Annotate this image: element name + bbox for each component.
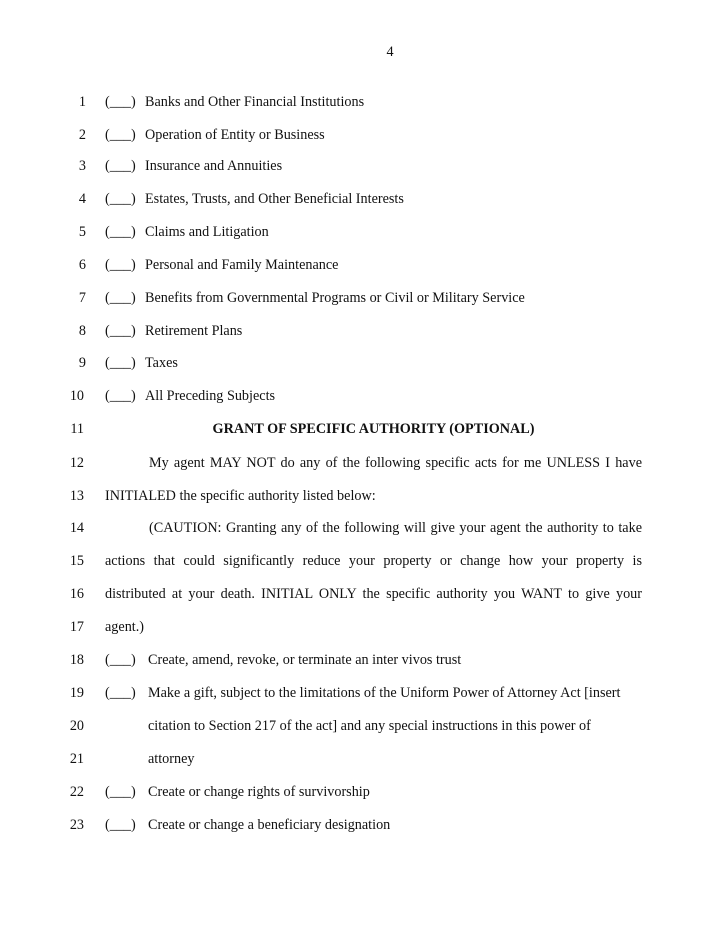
paragraph-text: distributed at your death. INITIAL ONLY the specific authority you WANT to give your (105, 586, 642, 602)
initial-blank: (___) (105, 817, 136, 833)
line-number: 18 (69, 652, 84, 668)
subject-label: Banks and Other Financial Institutions (145, 94, 365, 110)
subject-label: Taxes (145, 355, 178, 371)
line-number: 7 (78, 290, 86, 306)
list-item (0, 815, 728, 835)
line-number: 4 (78, 191, 86, 207)
subject-label: Insurance and Annuities (145, 158, 283, 174)
initial-blank: (___) (105, 257, 136, 273)
paragraph-text: agent.) (105, 619, 144, 635)
initial-blank: (___) (105, 323, 136, 339)
line-number: 20 (69, 718, 84, 734)
line-number: 17 (69, 619, 84, 635)
list-item (0, 222, 728, 242)
list-item (0, 782, 728, 802)
line-number: 3 (78, 158, 86, 174)
initial-blank: (___) (105, 191, 136, 207)
authority-label: attorney (148, 751, 195, 767)
initial-blank: (___) (105, 685, 136, 701)
authority-label: Create or change rights of survivorship (148, 784, 370, 800)
list-item (0, 255, 728, 275)
line-number: 2 (78, 127, 86, 143)
list-item-continuation (0, 749, 728, 769)
line-number: 21 (69, 751, 84, 767)
line-number: 11 (70, 421, 84, 437)
list-item (0, 321, 728, 341)
paragraph-line (0, 551, 728, 571)
authority-label: citation to Section 217 of the act] and any special instructions in this power of (148, 718, 591, 734)
list-item (0, 125, 728, 145)
paragraph-line (0, 518, 728, 538)
paragraph-text: INITIALED the specific authority listed below: (105, 488, 376, 504)
paragraph-line (0, 486, 728, 506)
subject-label: All Preceding Subjects (145, 388, 276, 404)
subject-label: Operation of Entity or Business (145, 127, 325, 143)
subject-label: Retirement Plans (145, 323, 243, 339)
list-item (0, 386, 728, 406)
section-heading: GRANT OF SPECIFIC AUTHORITY (OPTIONAL) (212, 421, 535, 437)
list-item (0, 156, 728, 176)
section-heading-line (0, 419, 728, 439)
line-number: 23 (69, 817, 84, 833)
authority-label: Make a gift, subject to the limitations of the Uniform Power of Attorney Act [insert (148, 685, 621, 701)
paragraph-text: actions that could significantly reduce your property or change how your property is (105, 553, 642, 569)
line-number: 1 (78, 94, 86, 110)
paragraph-line (0, 617, 728, 637)
line-number: 19 (69, 685, 84, 701)
line-number: 22 (69, 784, 84, 800)
initial-blank: (___) (105, 290, 136, 306)
list-item (0, 683, 728, 703)
initial-blank: (___) (105, 127, 136, 143)
subject-label: Estates, Trusts, and Other Beneficial Interests (145, 191, 404, 207)
list-item (0, 189, 728, 209)
paragraph-text: (CAUTION: Granting any of the following will give your agent the authority to take (149, 520, 642, 536)
subject-label: Claims and Litigation (145, 224, 269, 240)
list-item (0, 353, 728, 373)
initial-blank: (___) (105, 94, 136, 110)
list-item (0, 288, 728, 308)
line-number: 9 (78, 355, 86, 371)
line-number: 6 (78, 257, 86, 273)
subject-label: Benefits from Governmental Programs or Civil or Military Service (145, 290, 525, 306)
page-number: 4 (386, 44, 394, 60)
subject-label: Personal and Family Maintenance (145, 257, 339, 273)
initial-blank: (___) (105, 355, 136, 371)
line-number: 15 (69, 553, 84, 569)
line-number: 13 (69, 488, 84, 504)
line-number: 10 (69, 388, 84, 404)
line-number: 12 (69, 455, 84, 471)
initial-blank: (___) (105, 784, 136, 800)
paragraph-line (0, 453, 728, 473)
line-number: 8 (78, 323, 86, 339)
list-item (0, 650, 728, 670)
paragraph-line (0, 584, 728, 604)
line-number: 5 (78, 224, 86, 240)
initial-blank: (___) (105, 652, 136, 668)
authority-label: Create, amend, revoke, or terminate an inter vivos trust (148, 652, 462, 668)
paragraph-text: My agent MAY NOT do any of the following specific acts for me UNLESS I have (149, 455, 642, 471)
initial-blank: (___) (105, 224, 136, 240)
initial-blank: (___) (105, 388, 136, 404)
initial-blank: (___) (105, 158, 136, 174)
line-number: 16 (69, 586, 84, 602)
list-item-continuation (0, 716, 728, 736)
authority-label: Create or change a beneficiary designation (148, 817, 391, 833)
list-item (0, 92, 728, 112)
line-number: 14 (69, 520, 84, 536)
